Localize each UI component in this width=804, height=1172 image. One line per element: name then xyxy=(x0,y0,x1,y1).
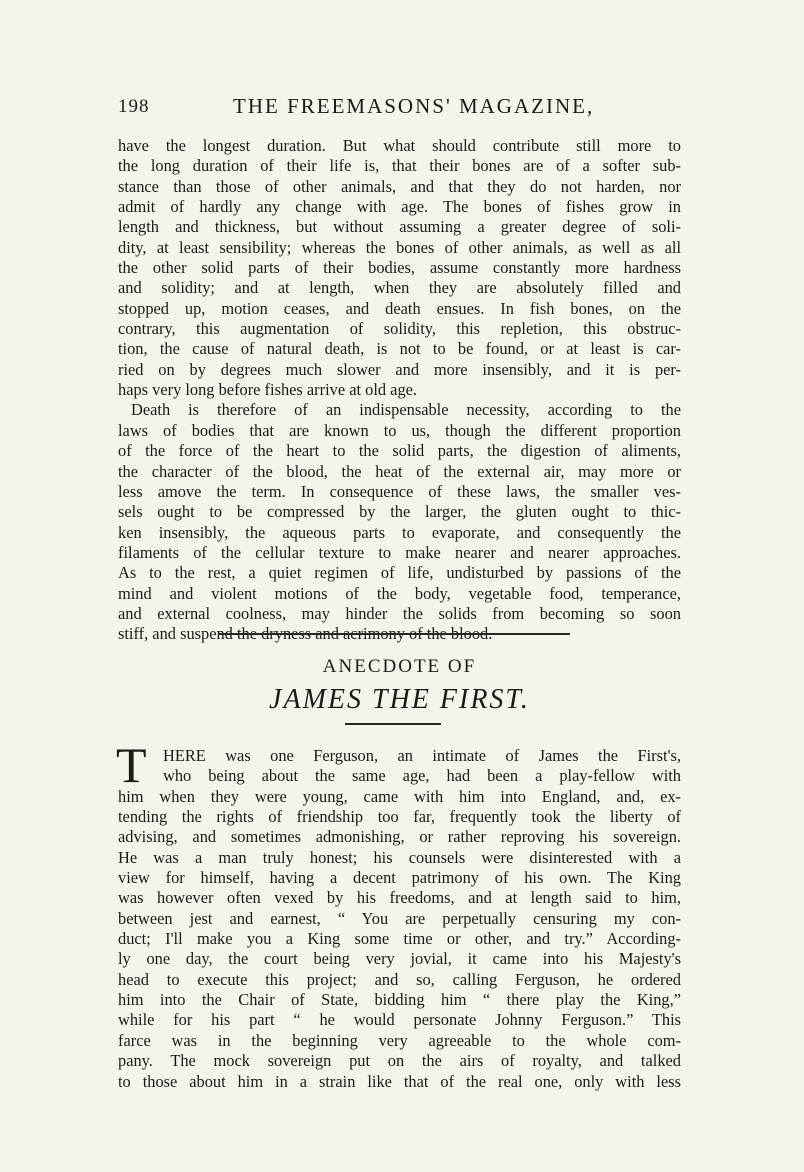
text-line: contrary, this augmentation of solidity, this repletion, this obstruc- xyxy=(118,319,681,339)
page-number: 198 xyxy=(118,96,150,117)
running-head xyxy=(118,92,678,122)
article-title: JAMES THE FIRST. xyxy=(269,684,530,715)
text-line: of the force of the heart to the solid parts, the digestion of aliments, xyxy=(118,441,681,461)
text-line: He was a man truly honest; his counsels were disinterested with a xyxy=(118,847,681,867)
text-line: and external coolness, may hinder the solids from becoming so soon xyxy=(118,603,681,623)
text-line: while for his part “ he would personate Johnny Ferguson.” This xyxy=(118,1010,681,1030)
text-line: ly one day, the court being very jovial, it came into his Majesty's xyxy=(118,949,681,969)
text-line: Death is therefore of an indispensable necessity, according to the xyxy=(131,400,681,420)
title-underline xyxy=(345,723,441,725)
article-kicker: ANECDOTE OF xyxy=(322,656,477,677)
text-line: to those about him in a strain like that of the real one, only with less xyxy=(118,1071,681,1091)
text-line: HERE was one Ferguson, an intimate of James the First's, xyxy=(163,746,681,765)
text-line: head to execute this project; and so, calling Ferguson, he ordered xyxy=(118,969,681,989)
text-line: ken insensibly, the aqueous parts to evaporate, and consequently the xyxy=(118,522,681,542)
text-line: laws of bodies that are known to us, though the different proportion xyxy=(118,420,681,440)
text-line: duct; I'll make you a King some time or other, and try.” According- xyxy=(118,929,681,949)
text-line: stiff, and suspend the dryness and acrimony of the blood. xyxy=(118,624,493,644)
text-line: who being about the same age, had been a play-fellow with xyxy=(163,766,681,786)
text-line: length and thickness, but without assuming a greater degree of soli- xyxy=(118,217,681,237)
text-line: the long duration of their life is, that their bones are of a softer sub- xyxy=(118,156,681,176)
text-line: him when they were young, came with him into England, and, ex- xyxy=(118,786,681,806)
text-line: dity, at least sensibility; whereas the bones of other animals, as well as all xyxy=(118,237,681,257)
text-line: the other solid parts of their bodies, assume constantly more hardness xyxy=(118,258,681,278)
text-line: the character of the blood, the heat of the external air, may more or xyxy=(118,461,681,481)
text-line: advising, and sometimes admonishing, or rather reproving his sovereign. xyxy=(118,827,681,847)
text-line: tion, the cause of natural death, is not to be found, or at least is car- xyxy=(118,339,681,359)
text-line: him into the Chair of State, bidding him “ there play the King,” xyxy=(118,990,681,1010)
text-line: ried on by degrees much slower and more insensibly, and it is per- xyxy=(118,359,681,379)
text-line: pany. The mock sovereign put on the airs of royalty, and talked xyxy=(118,1051,681,1071)
text-line: less amove the term. In consequence of these laws, the smaller ves- xyxy=(118,481,681,501)
drop-cap: T xyxy=(116,737,147,793)
text-line: As to the rest, a quiet regimen of life, undisturbed by passions of the xyxy=(118,563,681,583)
anecdote-text xyxy=(118,746,681,1092)
text-line: sels ought to be compressed by the larger, the gluten ought to thic- xyxy=(118,502,681,522)
text-line: stance than those of other animals, and that they do not harden, nor xyxy=(118,176,681,196)
text-line: between jest and earnest, “ You are perpetually censuring my con- xyxy=(118,908,681,928)
text-line: tending the rights of friendship too far, frequently took the liberty of xyxy=(118,807,681,827)
text-line: admit of hardly any change with age. The bones of fishes grow in xyxy=(118,197,681,217)
text-line: have the longest duration. But what should contribute still more to xyxy=(118,136,681,155)
text-line: mind and violent motions of the body, vegetable food, temperance, xyxy=(118,583,681,603)
journal-title: THE FREEMASONS' MAGAZINE, xyxy=(233,94,595,118)
section-divider xyxy=(218,633,570,635)
text-line: and solidity; and at length, when they are absolutely filled and xyxy=(118,278,681,298)
text-line: stopped up, motion ceases, and death ensues. In fish bones, on the xyxy=(118,298,681,318)
continued-article-text xyxy=(118,136,681,645)
text-line: was however often vexed by his freedoms, and at length said to him, xyxy=(118,888,681,908)
text-line: filaments of the cellular texture to make nearer and nearer approaches. xyxy=(118,542,681,562)
text-line: view for himself, having a decent patrimony of his own. The King xyxy=(118,868,681,888)
text-line: haps very long before fishes arrive at old age. xyxy=(118,380,418,400)
text-line: farce was in the beginning very agreeable to the whole com- xyxy=(118,1030,681,1050)
